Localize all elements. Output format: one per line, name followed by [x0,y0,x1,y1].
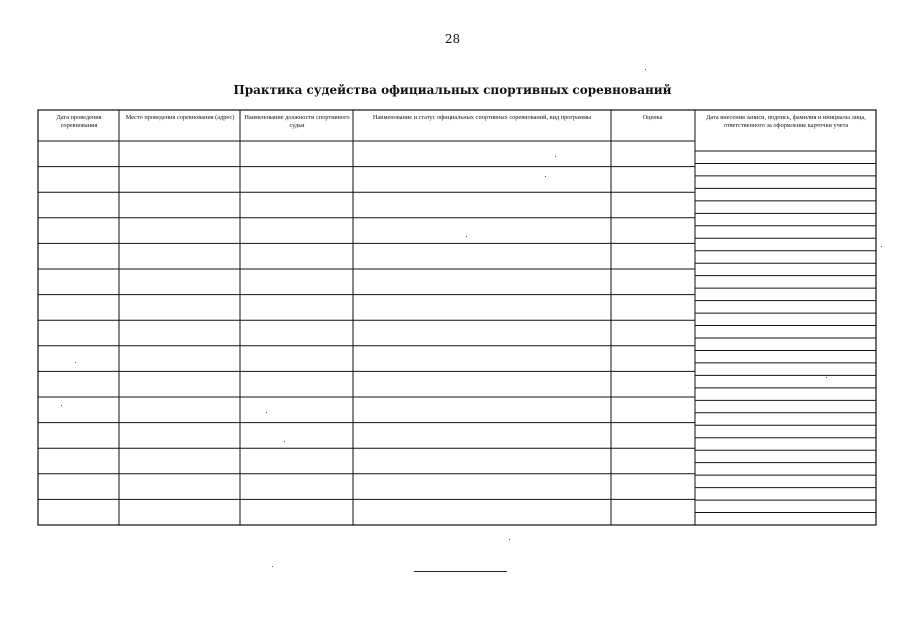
column-header-entry-date-signature: Дата внесения записи, подпись, фамилия и инициалы лица, ответственного за оформление карточки учета [706,114,866,129]
footer-rule [414,571,507,572]
scan-speck [272,566,273,567]
column-header-place: Место проведения соревнования (адрес) [125,114,235,121]
scan-speck [466,236,467,237]
column-header-date: Дата проведения соревнования [56,114,102,129]
page-title: Практика судейства официальных спортивных соревнований [233,83,672,97]
scan-speck [555,156,556,157]
scan-speck [61,405,62,406]
scan-speck [545,176,546,177]
scan-speck [509,539,510,540]
column-header-judge-position: Наименование должности спортивного судьи [244,114,350,129]
scan-speck [881,246,882,247]
scan-speck [284,441,285,442]
scan-speck [75,362,76,363]
scan-speck [266,412,267,413]
scan-speck [645,69,646,70]
page-number: 28 [444,32,461,46]
column-header-competition-name: Наименование и статус официальных спортивных соревнований, вид программы [372,114,592,121]
scan-speck [826,377,827,378]
column-header-grade: Оценка [642,114,663,121]
